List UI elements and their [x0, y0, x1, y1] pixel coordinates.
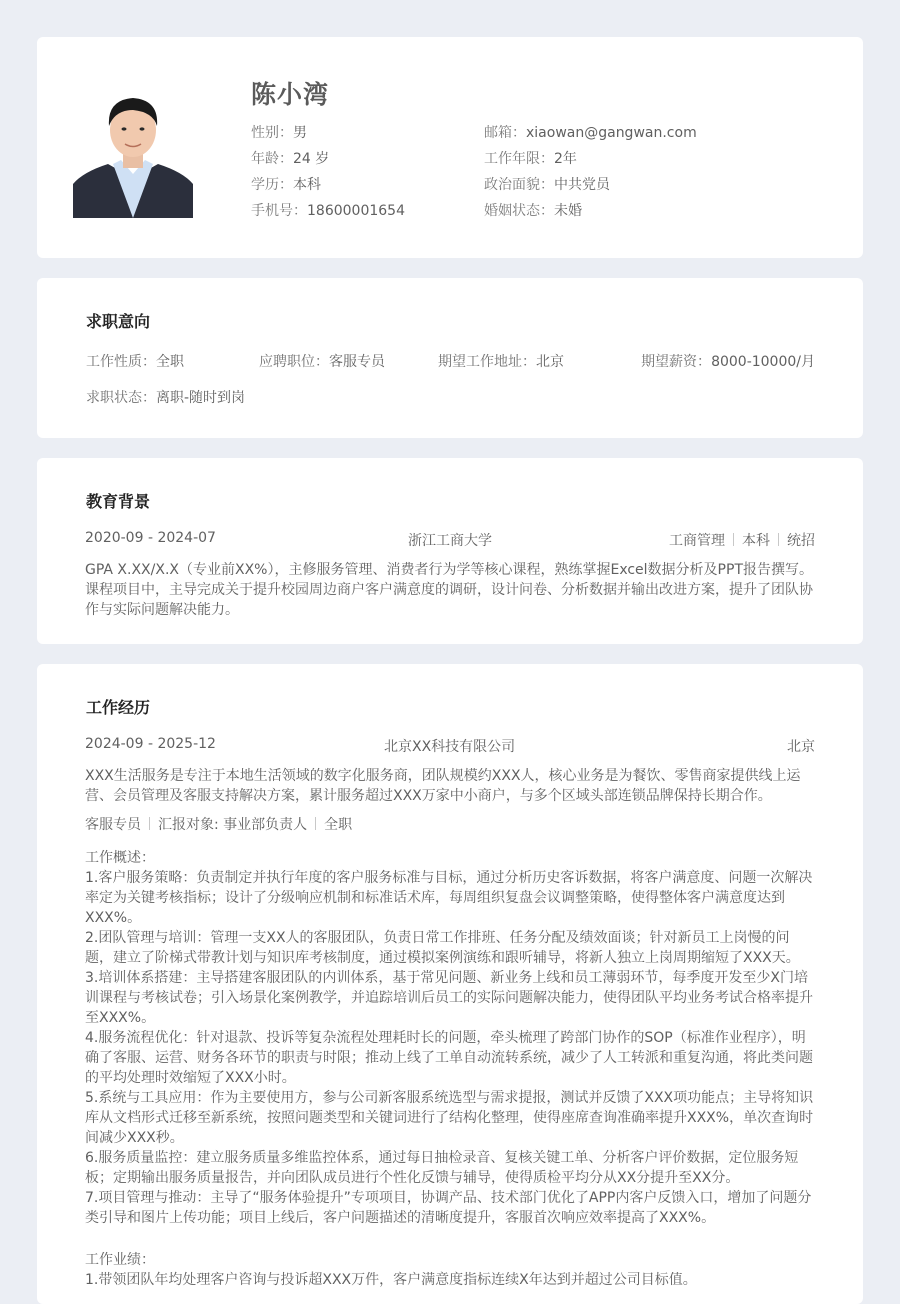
- intent-location: [438, 351, 564, 371]
- duty-item: 6.服务质量监控：建立服务质量多维监控体系，通过每日抽检录音、复核关键工单、分析客户评价数据，定位服务短板；定期输出服务质量报告，并向团队成员进行个性化反馈与辅导，使得质检平均分从XX分提升至XX分。: [85, 1150, 799, 1186]
- section-title-education: 教育背景: [86, 492, 151, 511]
- achievement-item: 1.带领团队年均处理客户咨询与投诉超XXX万件，客户满意度指标连续X年达到并超过公司目标值。: [85, 1272, 697, 1288]
- duty-item: 3.培训体系搭建：主导搭建客服团队的内训体系，基于常见问题、新业务上线和员工薄弱环节，每季度开发至少X门培训课程与考核试卷；引入场景化案例教学，并追踪培训后员工的实际问题解决能力，使得团队平均业务考试合格率提升至XXX%。: [85, 970, 813, 1026]
- duty-item: 7.项目管理与推动：主导了“服务体验提升”专项项目，协调产品、技术部门优化了APP内客户反馈入口，增加了问题分类引导和图片上传功能；项目上线后，客户问题描述的清晰度提升，客服首次响应效率提高了XXX%。: [85, 1190, 812, 1226]
- degree-field: [251, 174, 321, 194]
- avatar-photo: [73, 82, 193, 218]
- intent-type-value: 全职: [156, 354, 184, 370]
- marital-value: 未婚: [554, 203, 582, 219]
- intent-salary: [641, 351, 815, 371]
- duty-item: 4.服务流程优化：针对退款、投诉等复杂流程处理耗时长的问题，牵头梳理了跨部门协作的SOP（标准作业程序），明确了客服、运营、财务各环节的职责与时限；推动上线了工单自动流转系统，减少了人工转派和重复沟通，将此类问题的平均处理时效缩短了XXX小时。: [85, 1030, 813, 1086]
- divider: [778, 533, 779, 546]
- phone-value: 18600001654: [307, 203, 405, 219]
- portrait-illustration: [73, 82, 193, 218]
- years-field: [484, 148, 577, 168]
- email-label: 邮箱：: [484, 125, 526, 141]
- overview-label: 工作概述：: [85, 850, 155, 866]
- education-degree: 本科: [742, 533, 770, 549]
- duty-item: 2.团队管理与培训：管理一支XX人的客服团队，负责日常工作排班、任务分配及绩效面谈；针对新员工上岗慢的问题，建立了阶梯式带教计划与知识库考核制度，通过模拟案例演练和跟听辅导，将新人独立上岗周期缩短了XXX天。: [85, 930, 800, 966]
- work-role: 客服专员: [85, 817, 141, 833]
- intent-type-label: 工作性质：: [86, 354, 156, 370]
- work-overview: [85, 848, 815, 1290]
- phone-field: [251, 200, 405, 220]
- politics-label: 政治面貌：: [484, 177, 554, 193]
- divider: [733, 533, 734, 546]
- intent-salary-label: 期望薪资：: [641, 354, 712, 370]
- years-label: 工作年限：: [484, 151, 554, 167]
- education-tags: [669, 530, 815, 550]
- work-company: 北京XX科技有限公司: [384, 739, 516, 755]
- education-card: [37, 458, 863, 644]
- section-title-work: 工作经历: [86, 698, 151, 717]
- gender-label: 性别：: [251, 125, 293, 141]
- age-value: 24 岁: [293, 151, 330, 167]
- years-value: 2年: [554, 151, 577, 167]
- intent-location-value: 北京: [536, 354, 564, 370]
- divider: [149, 817, 150, 830]
- gender-value: 男: [293, 125, 307, 141]
- education-mode: 统招: [787, 533, 815, 549]
- work-city: 北京: [787, 739, 815, 755]
- divider: [315, 817, 316, 830]
- intent-location-label: 期望工作地址：: [438, 354, 536, 370]
- politics-field: [484, 174, 610, 194]
- marital-field: [484, 200, 582, 220]
- work-report-to: 汇报对象: 事业部负责人: [158, 817, 308, 833]
- intent-salary-value: 8000-10000/月: [711, 354, 815, 370]
- gender-field: [251, 122, 307, 142]
- profile-card: [37, 37, 863, 258]
- age-field: [251, 148, 329, 168]
- email-value: xiaowan@gangwan.com: [526, 125, 697, 141]
- company-description: XXX生活服务是专注于本地生活领域的数字化服务商，团队规模约XXX人，核心业务是为餐饮、零售商家提供线上运营、会员管理及客服支持解决方案，累计服务超过XXX万家中小商户，与多个区域头部连锁品牌保持长期合作。: [85, 768, 801, 804]
- education-description: GPA X.XX/X.X（专业前XX%），主修服务管理、消费者行为学等核心课程，熟练掌握Excel数据分析及PPT报告撰写。课程项目中，主导完成关于提升校园周边商户客户满意度的调研，设计问卷、分析数据并输出改进方案，提升了团队协作与实际问题解决能力。: [85, 562, 813, 618]
- work-experience-card: [37, 664, 863, 1304]
- education-school: 浙江工商大学: [408, 533, 492, 549]
- job-intent-card: [37, 278, 863, 438]
- intent-type: [86, 351, 184, 371]
- duty-item: 1.客户服务策略：负责制定并执行年度的客户服务标准与目标，通过分析历史客诉数据，将客户满意度、问题一次解决率定为关键考核指标；设计了分级响应机制和标准话术库，每周组织复盘会议调整策略，使得整体客户满意度达到XXX%。: [85, 870, 813, 926]
- degree-value: 本科: [293, 177, 321, 193]
- candidate-name: 陈小湾: [251, 80, 330, 109]
- work-tags: [85, 814, 352, 834]
- work-period: 2024-09 - 2025-12: [85, 736, 216, 752]
- phone-label: 手机号：: [251, 203, 307, 219]
- email-field: [484, 122, 697, 142]
- intent-position-value: 客服专员: [329, 354, 385, 370]
- intent-position-label: 应聘职位：: [259, 354, 329, 370]
- education-major: 工商管理: [669, 533, 725, 549]
- section-title-intent: 求职意向: [86, 312, 151, 331]
- marital-label: 婚姻状态：: [484, 203, 554, 219]
- duty-item: 5.系统与工具应用：作为主要使用方，参与公司新客服系统选型与需求提报，测试并反馈了XXX项功能点；主导将知识库从文档形式迁移至新系统，按照问题类型和关键词进行了结构化整理，使得座席查询准确率提升XXX%，单次查询时间减少XXX秒。: [85, 1090, 814, 1146]
- intent-status-value: 离职-随时到岗: [156, 390, 246, 406]
- intent-status-label: 求职状态：: [86, 390, 156, 406]
- intent-status: [86, 387, 245, 407]
- age-label: 年龄：: [251, 151, 293, 167]
- achievements-label: 工作业绩：: [85, 1252, 155, 1268]
- education-period: 2020-09 - 2024-07: [85, 530, 216, 546]
- work-employment: 全职: [324, 817, 353, 833]
- politics-value: 中共党员: [554, 177, 610, 193]
- intent-position: [259, 351, 385, 371]
- degree-label: 学历：: [251, 177, 293, 193]
